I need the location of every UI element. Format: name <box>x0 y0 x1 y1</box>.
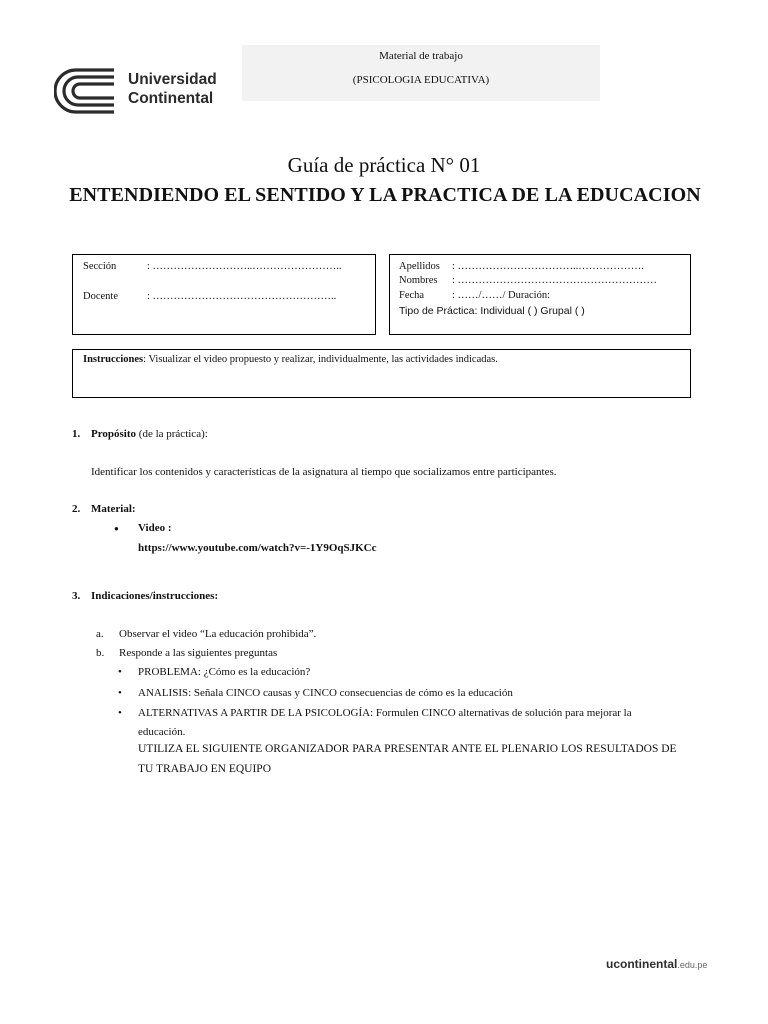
bullet-icon: • <box>118 687 122 699</box>
course-name: (PSICOLOGIA EDUCATIVA) <box>352 74 490 86</box>
question-alternativas-cont: educación. <box>138 726 186 738</box>
seccion-label: Sección <box>83 261 117 272</box>
video-link[interactable]: https://www.youtube.com/watch?v=-1Y9OqSJKCc <box>138 542 377 554</box>
item-a-text: Observar el video “La educación prohibida”. <box>119 628 317 640</box>
footer-domain: .edu.pe <box>677 960 708 970</box>
guide-title: Guía de práctica N° 01 <box>287 153 481 177</box>
docente-field[interactable]: : …………………………………………….. <box>147 291 337 302</box>
bullet-icon: • <box>118 707 122 719</box>
section-1-title-rest: (de la práctica): <box>136 428 208 440</box>
apellidos-field[interactable]: : ……………………………..………………. <box>452 261 644 272</box>
fecha-label: Fecha <box>399 290 425 301</box>
nombres-label: Nombres <box>399 275 438 286</box>
organizer-instruction-cont: TU TRABAJO EN EQUIPO <box>138 763 271 775</box>
section-2-title: Material: <box>91 503 136 515</box>
question-alternativas: ALTERNATIVAS A PARTIR DE LA PSICOLOGÍA: Formulen CINCO alternativas de solución para mejorar la <box>138 707 632 719</box>
instructions-body: : Visualizar el video propuesto y realizar, individualmente, las actividades indicadas. <box>143 354 498 365</box>
nombres-field[interactable]: : ………………………………………………… <box>452 275 658 286</box>
item-b-text: Responde a las siguientes preguntas <box>119 647 278 659</box>
tipo-practica: Tipo de Práctica: Individual ( ) Grupal ( ) <box>399 305 585 317</box>
seccion-field[interactable]: : ………………………..…………………….. <box>147 261 342 272</box>
section-3-number: 3. <box>72 590 81 602</box>
bullet-icon: ● <box>114 524 119 533</box>
item-a-label: a. <box>96 628 104 640</box>
section-1-body: Identificar los contenidos y características de la asignatura al tiempo que socializamos entre participantes. <box>91 466 557 478</box>
logo-line1: Universidad <box>128 71 217 88</box>
instructions-label: Instrucciones <box>83 354 144 365</box>
info-box-left <box>72 254 376 335</box>
video-label: Video : <box>138 522 172 534</box>
section-1-heading <box>91 428 208 440</box>
section-1-number: 1. <box>72 428 81 440</box>
question-problema: PROBLEMA: ¿Cómo es la educación? <box>138 666 311 678</box>
question-analisis: ANALISIS: Señala CINCO causas y CINCO consecuencias de cómo es la educación <box>138 687 513 699</box>
bullet-icon: • <box>118 666 122 678</box>
fecha-field[interactable]: : ……/……/ Duración: <box>452 290 550 301</box>
guide-subtitle: ENTENDIENDO EL SENTIDO Y LA PRACTICA DE LA EDUCACION <box>69 184 701 206</box>
material-label: Material de trabajo <box>379 50 463 62</box>
item-b-label: b. <box>96 647 105 659</box>
section-1-title: Propósito <box>91 428 137 440</box>
university-name <box>128 70 217 108</box>
docente-label: Docente <box>83 291 118 302</box>
apellidos-label: Apellidos <box>399 261 440 272</box>
info-box-right <box>389 254 691 335</box>
section-3-title: Indicaciones/instrucciones: <box>91 590 219 602</box>
logo-line2: Continental <box>128 90 214 107</box>
instructions-text <box>83 354 498 365</box>
section-2-number: 2. <box>72 503 81 515</box>
organizer-instruction: UTILIZA EL SIGUIENTE ORGANIZADOR PARA PRESENTAR ANTE EL PLENARIO LOS RESULTADOS DE <box>138 743 677 755</box>
footer-brand-name: ucontinental <box>606 957 678 971</box>
footer-brand <box>606 957 707 971</box>
